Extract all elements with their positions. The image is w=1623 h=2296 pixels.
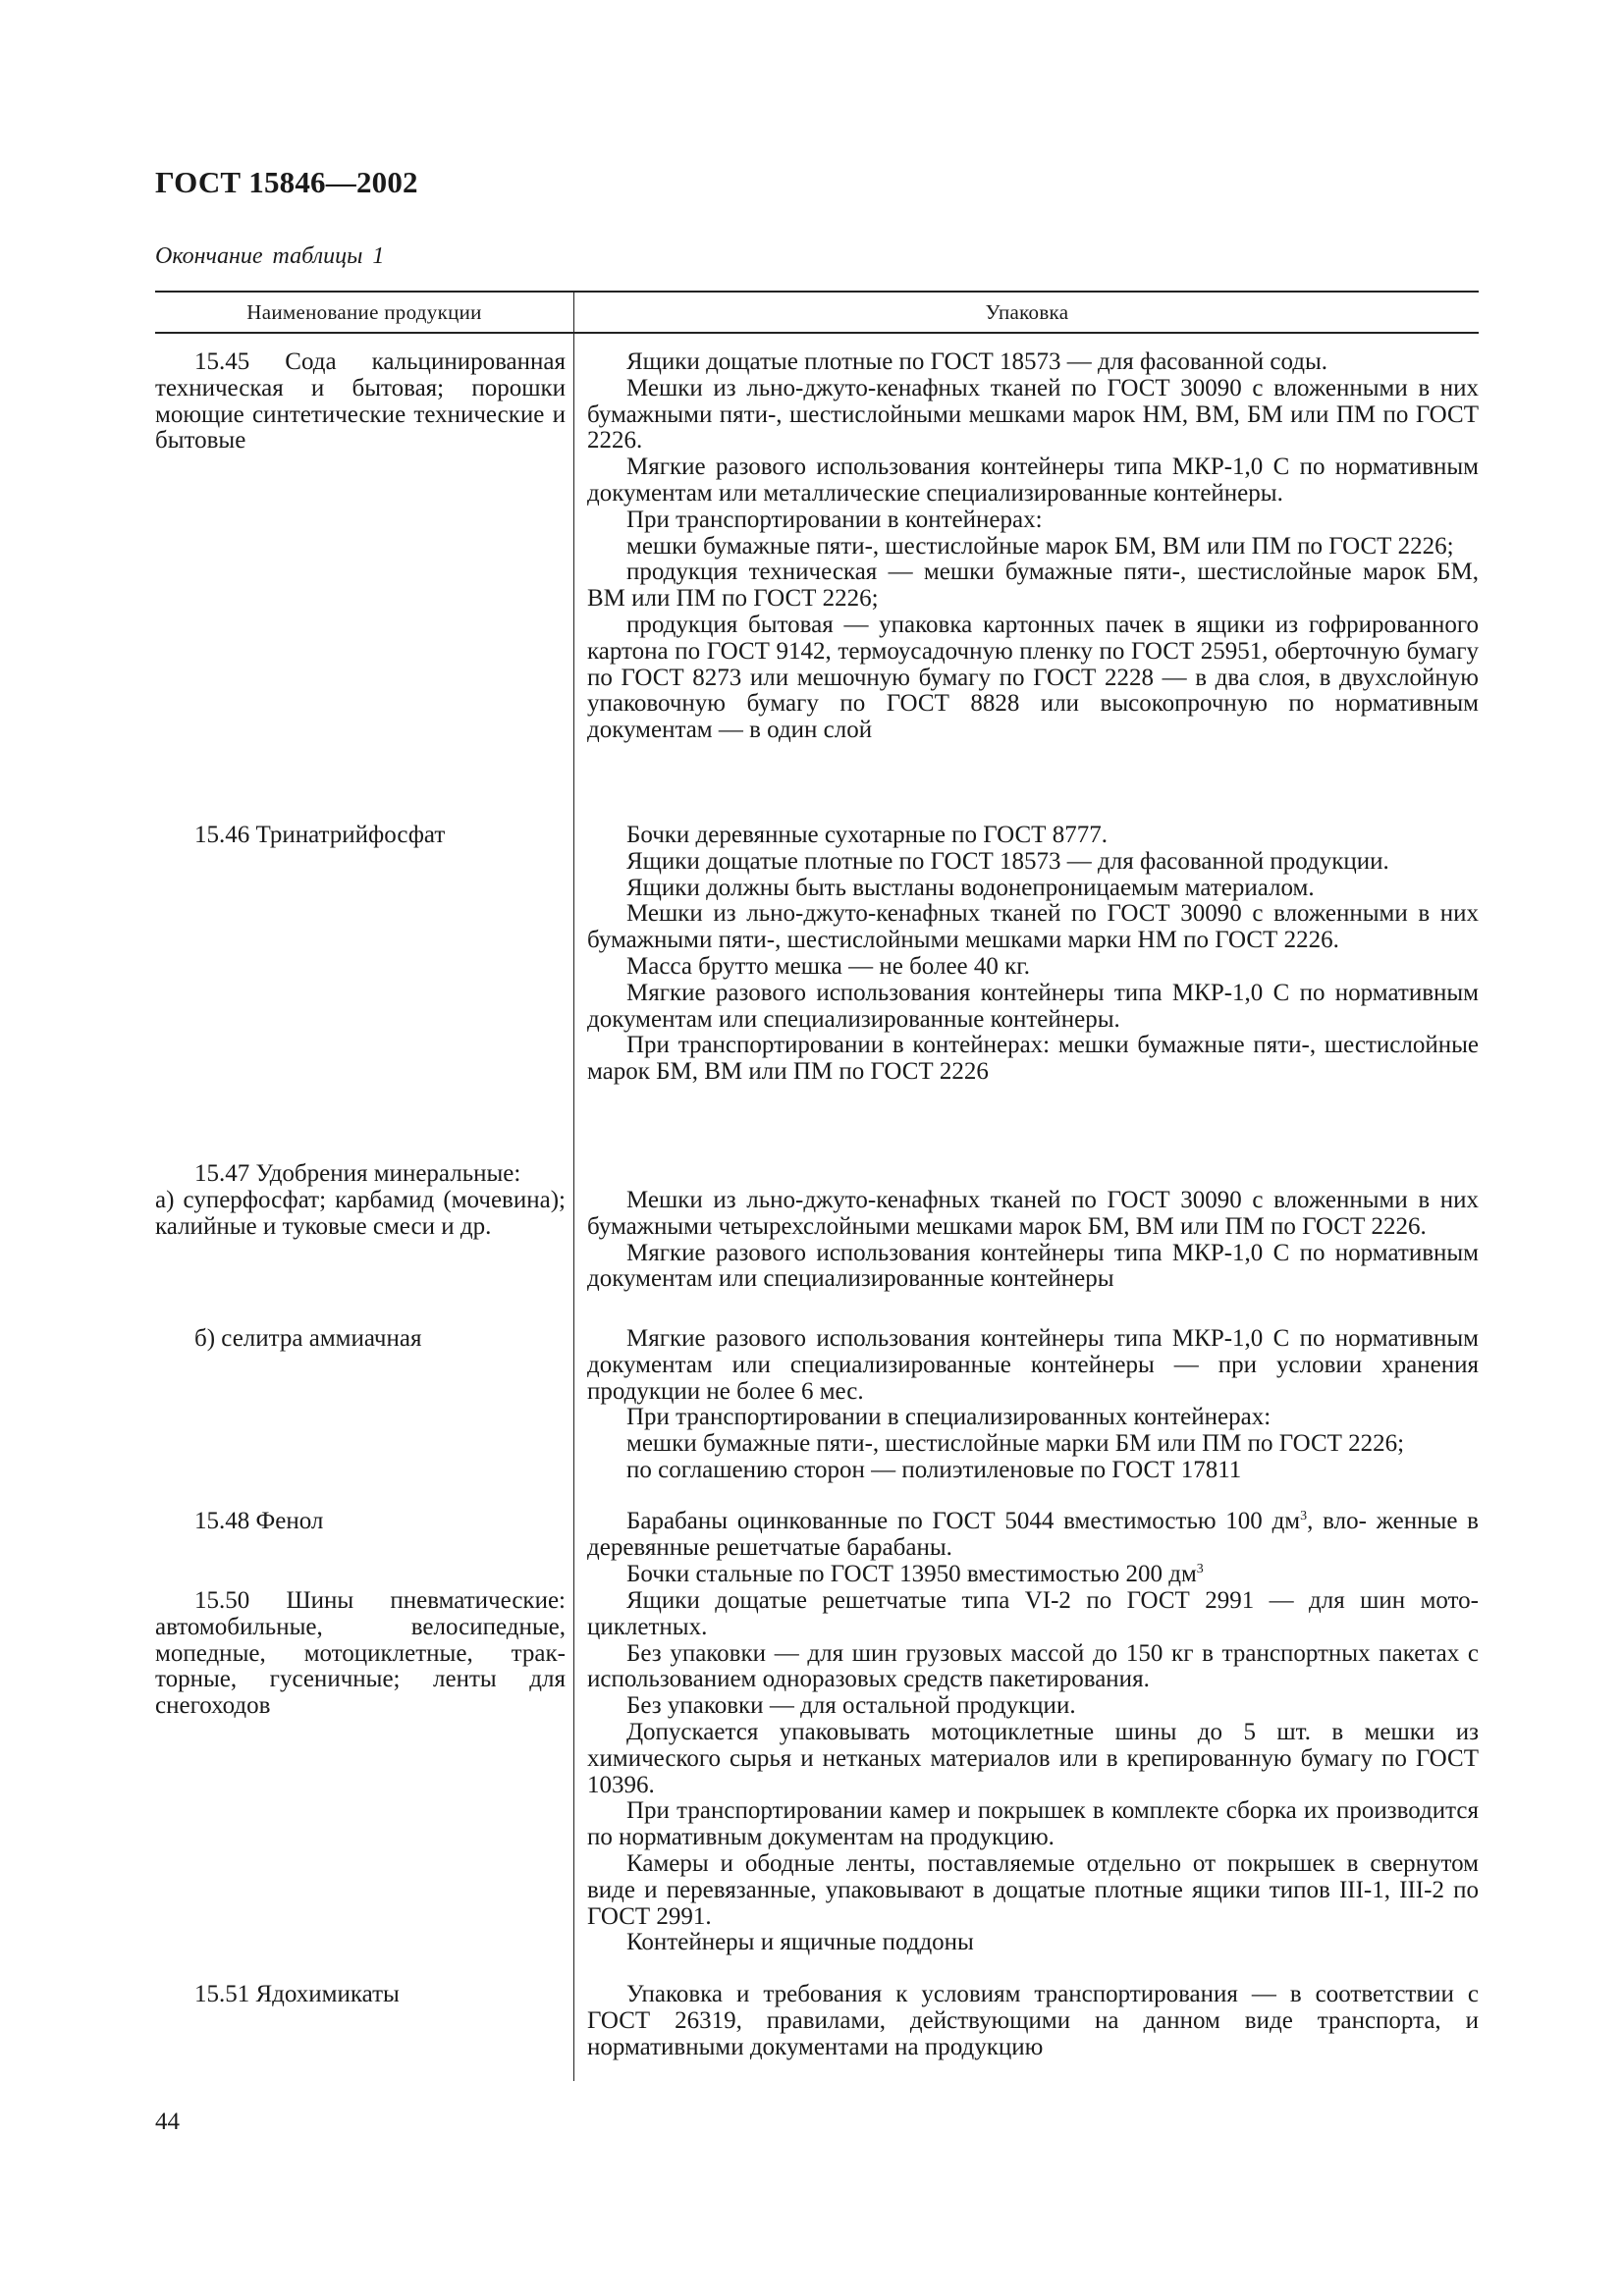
packaging-text: Ящики должны быть выстланы водонепроницаемым материалом. xyxy=(626,874,1315,901)
packaging-text: Мягкие разового использования контейнеры типа МКР-1,0 С по нормативным документам или специализированные контейнеры. xyxy=(587,979,1479,1033)
packaging-text: продукция техническая — мешки бумажные пяти-, шестислойные марок БМ, ВМ или ПМ по ГОСТ 2226; xyxy=(587,559,1479,613)
product-name: 15.47 Удобрения минеральные: xyxy=(194,1160,521,1187)
packaging-text: Упаковка и требования к условиям транспортирования — в соответствии с ГОСТ 26319, правилами, действующими на данном виде транспорта, и нормативными документами на продукцию xyxy=(587,1981,1479,2060)
packaging-text: мешки бумажные пяти-, шестислойные марок БМ, ВМ или ПМ по ГОСТ 2226; xyxy=(626,532,1454,560)
column-divider xyxy=(573,291,574,2081)
product-subitem: а) суперфосфат; карбамид (мочевина); калийные и туковые смеси и др. xyxy=(155,1186,566,1240)
table-row-packaging xyxy=(587,1588,1479,1956)
packaging-text: Барабаны оцинкованные по ГОСТ 5044 вместимостью 100 $дм^3$, вло- женные в деревянные решетчатые барабаны. xyxy=(587,1508,1479,1561)
packaging-text: Без упаковки — для остальной продукции. xyxy=(626,1692,1076,1720)
table-row-product xyxy=(155,1326,566,1353)
standard-code: ГОСТ 15846—2002 xyxy=(155,165,418,199)
table-row-product xyxy=(155,349,566,454)
table-row-packaging xyxy=(587,823,1479,1086)
table-row-packaging xyxy=(587,349,1479,744)
product-name: 15.48 Фенол xyxy=(194,1508,324,1534)
packaging-text: мешки бумажные пяти-, шестислойные марки БМ или ПМ по ГОСТ 2226; xyxy=(626,1430,1405,1458)
packaging-text: При транспортировании в контейнерах: xyxy=(626,506,1043,533)
packaging-text: Без упаковки — для шин грузовых массой до 150 кг в транспортных пакетах с использованием одноразовых средств пакетирования. xyxy=(587,1639,1479,1693)
packaging-text: Ящики дощатые плотные по ГОСТ 18573 — для фасованной соды. xyxy=(626,348,1327,375)
packaging-text: Мешки из льно-джуто-кенафных тканей по ГОСТ 30090 с вложенными в них бумажными пяти-, шестислойными мешками марки НМ по ГОСТ 2226. xyxy=(587,900,1479,954)
packaging-text: Мешки из льно-джуто-кенафных тканей по ГОСТ 30090 с вложенными в них бумажными четырехслойными мешками марок БМ, ВМ или ПМ по ГОСТ 2226. xyxy=(587,1187,1479,1240)
packaging-text: При транспортировании в контейнерах: мешки бумажные пяти-, шестислойные марок БМ, ВМ или ПМ по ГОСТ 2226 xyxy=(587,1032,1479,1086)
product-name: 15.51 Ядохимикаты xyxy=(194,1981,400,2007)
packaging-text: продукция бытовая — упаковка картонных пачек в ящики из гофрированного картона по ГОСТ 9142, термоусадочную пленку по ГОСТ 25951, оберточную бумагу по ГОСТ 8273 или мешочную бумагу по ГОСТ 2228 — в два слоя, в двухслойную упаковочную бумагу по ГОСТ 8828 или высокопрочную по нормативным документам — в один слой xyxy=(587,611,1479,744)
column-header-product: Наименование продукции xyxy=(246,300,482,324)
packaging-text: по соглашению сторон — полиэтиленовые по ГОСТ 17811 xyxy=(626,1456,1242,1483)
table-row-product xyxy=(155,1588,566,1720)
packaging-text: Ящики дощатые плотные по ГОСТ 18573 — для фасованной продукции. xyxy=(626,847,1389,875)
packaging-text: Мягкие разового использования контейнеры типа МКР-1,0 С по нормативным документам или металлические специализированные контейнеры. xyxy=(587,454,1479,507)
packaging-text: Мягкие разового использования контейнеры типа МКР-1,0 С по нормативным документам или специализированные контейнеры — при условии хранения продукции не более 6 мес. xyxy=(587,1325,1479,1405)
table-row-product xyxy=(155,1982,566,2008)
product-name: 15.45 Сода кальцинированная техническая и бытовая; порошки моющие синтетические технические и бытовые xyxy=(155,348,566,454)
product-subitem: б) селитра аммиачная xyxy=(194,1325,422,1352)
packaging-text: Бочки стальные по ГОСТ 13950 вместимостью 200 $дм^3$ xyxy=(626,1560,1204,1587)
table-top-rule xyxy=(155,291,1479,293)
table-row-packaging xyxy=(587,1326,1479,1484)
packaging-table xyxy=(155,291,1479,2081)
packaging-text: Масса брутто мешка — не более 40 кг. xyxy=(626,952,1030,980)
packaging-text: При транспортировании камер и покрышек в комплекте сборка их производится по нормативным документам на продукцию. xyxy=(587,1797,1479,1851)
column-header-packaging: Упаковка xyxy=(985,300,1069,324)
product-name: 15.46 Тринатрийфосфат xyxy=(194,822,446,848)
table-row-product xyxy=(155,823,566,849)
packaging-text: Мягкие разового использования контейнеры типа МКР-1,0 С по нормативным документам или специализированные контейнеры xyxy=(587,1239,1479,1293)
packaging-text: При транспортировании в специализированных контейнерах: xyxy=(626,1404,1271,1431)
packaging-text: Камеры и ободные ленты, поставляемые отдельно от покрышек в свернутом виде и перевязанные, упаковывают в дощатые плотные ящики типов III-1, III-2 по ГОСТ 2991. xyxy=(587,1849,1479,1930)
table-row-packaging xyxy=(587,1188,1479,1293)
packaging-text: Ящики дощатые решетчатые типа VI-2 по ГОСТ 2991 — для шин мотоциклетных. xyxy=(587,1587,1479,1640)
packaging-text: Мешки из льно-джуто-кенафных тканей по ГОСТ 30090 с вложенными в них бумажными пяти-, шестислойными мешками марок НМ, ВМ, БМ или ПМ по ГОСТ 2226. xyxy=(587,374,1479,454)
page-number: 44 xyxy=(155,2109,180,2135)
table-header-rule xyxy=(155,332,1479,334)
packaging-text: Бочки деревянные сухотарные по ГОСТ 8777. xyxy=(626,822,1108,848)
packaging-text: Контейнеры и ящичные поддоны xyxy=(626,1929,974,1956)
table-row-packaging xyxy=(587,1982,1479,2060)
table-caption: Окончание таблицы 1 xyxy=(155,243,385,269)
product-name: 15.50 Шины пневматические: автомобильные, велосипедные, мопедные, мотоциклетные, тракторные, гусеничные; ленты для снегоходов xyxy=(155,1587,566,1720)
table-row-product xyxy=(155,1161,566,1240)
packaging-text: Допускается упаковывать мотоциклетные шины до 5 шт. в мешки из химического сырья и нетканых материалов или в крепированную бумагу по ГОСТ 10396. xyxy=(587,1718,1479,1798)
table-row-packaging xyxy=(587,1509,1479,1587)
table-row-product xyxy=(155,1509,566,1535)
